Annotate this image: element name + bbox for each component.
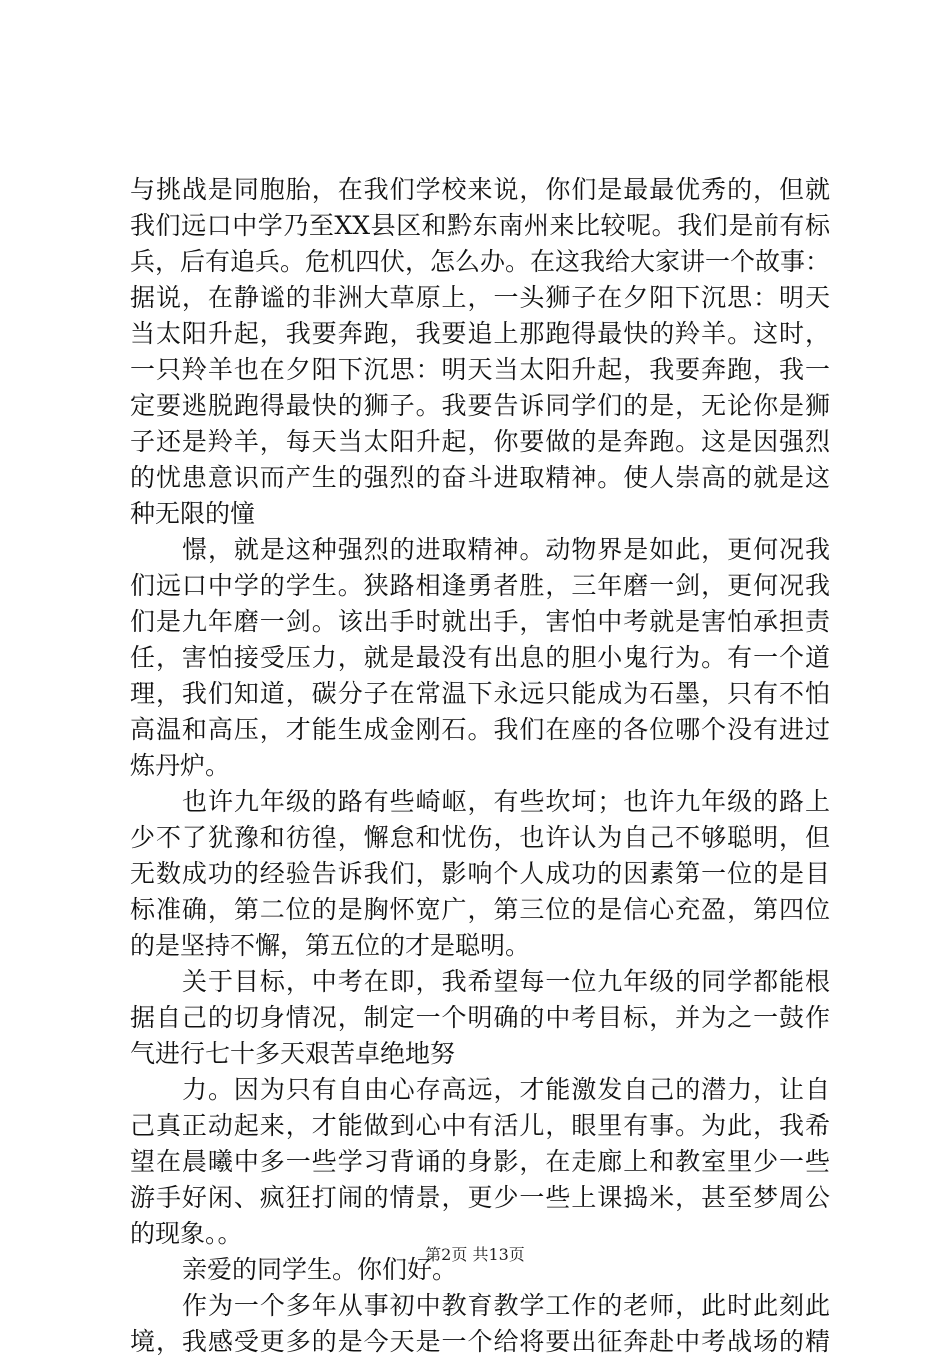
text-line: 的是坚持不懈，第五位的才是聪明。 <box>130 931 531 960</box>
text-line: 少不了犹豫和彷徨，懈怠和忧伤，也许认为自己不够聪明，但 <box>130 823 830 852</box>
text-line: 标准确，第二位的是胸怀宽广，第三位的是信心充盈，第四位 <box>130 895 830 924</box>
text-line: 理，我们知道，碳分子在常温下永远只能成为石墨，只有不怕 <box>130 679 830 708</box>
text-line: 任，害怕接受压力，就是最没有出息的胆小鬼行为。有一个道 <box>130 643 830 672</box>
text-line: 作为一个多年从事初中教育教学工作的老师，此时此刻此 <box>182 1291 830 1320</box>
text-line: 气进行七十多天艰苦卓绝地努 <box>130 1039 456 1068</box>
text-line: 炼丹炉。 <box>130 751 231 780</box>
body-text <box>130 172 830 1360</box>
text-line: 定要逃脱跑得最快的狮子。我要告诉同学们的是，无论你是狮 <box>130 391 830 420</box>
text-line: 一只羚羊也在夕阳下沉思：明天当太阳升起，我要奔跑，我一 <box>130 355 830 384</box>
text-line: 们是九年磨一剑。该出手时就出手，害怕中考就是害怕承担责 <box>130 607 830 636</box>
text-line: 们远口中学的学生。狭路相逢勇者胜，三年磨一剑，更何况我 <box>130 571 830 600</box>
text-line: 憬，就是这种强烈的进取精神。动物界是如此，更何况我 <box>182 535 830 564</box>
page-footer: 第2页 共13页 <box>425 1245 525 1264</box>
text-line: 力。因为只有自由心存高远，才能激发自己的潜力，让自 <box>182 1075 830 1104</box>
text-line: 据说，在静谧的非洲大草原上，一头狮子在夕阳下沉思：明天 <box>130 283 830 312</box>
text-line: 关于目标，中考在即，我希望每一位九年级的同学都能根 <box>182 967 830 996</box>
text-line: 无数成功的经验告诉我们，影响个人成功的因素第一位的是目 <box>130 859 830 888</box>
text-line: 境，我感受更多的是今天是一个给将要出征奔赴中考战场的精 <box>130 1327 830 1356</box>
text-line: 的忧患意识而产生的强烈的奋斗进取精神。使人崇高的就是这 <box>130 463 830 492</box>
text-line: 望在晨曦中多一些学习背诵的身影，在走廊上和教室里少一些 <box>130 1147 830 1176</box>
text-line: 亲爱的同学生。你们好。 <box>182 1255 458 1284</box>
text-line: 当太阳升起，我要奔跑，我要追上那跑得最快的羚羊。这时， <box>130 319 830 348</box>
text-line: 我们远口中学乃至XX县区和黔东南州来比较呢。我们是前有标 <box>130 211 830 240</box>
text-line: 与挑战是同胞胎，在我们学校来说，你们是最最优秀的，但就 <box>130 175 830 204</box>
text-line: 兵，后有追兵。危机四伏，怎么办。在这我给大家讲一个故事： <box>130 247 831 276</box>
text-line: 高温和高压，才能生成金刚石。我们在座的各位哪个没有进过 <box>130 715 830 744</box>
text-line: 游手好闲、疯狂打闹的情景，更少一些上课捣米，甚至梦周公 <box>130 1183 830 1212</box>
text-line: 的现象。。 <box>130 1219 243 1248</box>
text-line: 子还是羚羊，每天当太阳升起，你要做的是奔跑。这是因强烈 <box>130 427 830 456</box>
text-line: 种无限的憧 <box>130 499 256 528</box>
text-line: 据自己的切身情况，制定一个明确的中考目标，并为之一鼓作 <box>130 1003 830 1032</box>
text-line: 己真正动起来，才能做到心中有活儿，眼里有事。为此，我希 <box>130 1111 830 1140</box>
text-line: 也许九年级的路有些崎岖，有些坎坷；也许九年级的路上 <box>182 787 830 816</box>
